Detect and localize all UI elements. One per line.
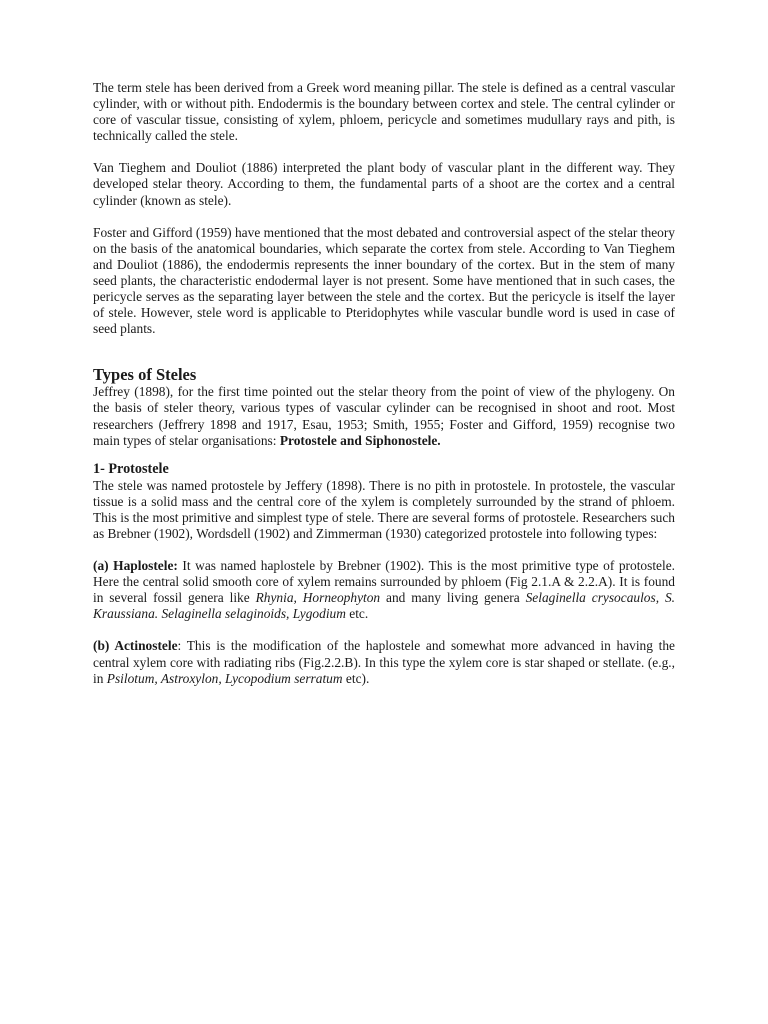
bold-text-run: (b) Actinostele (93, 638, 178, 654)
text-run: Jeffrey (1898), for the first time pointed out the stelar theory from the point of view of the phylogeny. On the basis of steler theory, various types of vascular cylinder can be recognised in shoot and root. Most researchers (Jeffrery 1898 and 1917, Esau, 1953; Smith, 1955; Foster and Gifford, 1959) recognise two main types of stelar organisations: (93, 384, 675, 448)
text-run: Foster and Gifford (1959) have mentioned that the most debated and controversial aspect of the stelar theory on the basis of the anatomical boundaries, which separate the cortex from stele. According to Van Tieghem and Douliot (1886), the endodermis represents the inner boundary of the cortex. But in the stem of many seed plants, the characteristic endodermal layer is not present. Some have mentioned that in such cases, the pericycle serves as the separating layer between the stele and the cortex. But the pericycle is itself the layer of stele. However, stele word is applicable to Pteridophytes while vascular bundle word is used in case of seed plants. (93, 224, 675, 337)
text-run: etc. (345, 606, 369, 622)
text-run: The term stele has been derived from a Greek word meaning pillar. The stele is defined as a central vascular cylinder, with or without pith. Endodermis is the boundary between cortex and stele. The central cylinder or core of vascular tissue, consisting of xylem, phloem, pericycle and sometimes mudullary rays and pith, is technically called the stele. (93, 80, 675, 144)
italic-text-run: Psilotum, Astroxylon, Lycopodium serratum (106, 670, 343, 686)
italic-text-run: Rhynia, Horneophyton (255, 590, 381, 606)
paragraph-types-of-steles (93, 384, 675, 448)
text-run: Van Tieghem and Douliot (1886) interpreted the plant body of vascular plant in the different way. They developed stelar theory. According to them, the fundamental parts of a shoot are the cortex and a central cylinder (known as stele). (93, 160, 675, 208)
italic-text-run: Selaginella crysocaulos, S. Kraussiana. Selaginella selaginoids, Lygodium (93, 590, 675, 622)
paragraph-stele-definition (93, 80, 675, 144)
heading-protostele: 1- Protostele (93, 460, 169, 477)
text-run: etc). (342, 670, 370, 686)
paragraph-van-tieghem (93, 160, 675, 208)
document-page (93, 80, 675, 687)
heading-types-of-steles: Types of Steles (93, 365, 197, 385)
bold-text-run: Protostele and Siphonostele. (279, 432, 441, 448)
bold-text-run: (a) Haplostele: (93, 558, 178, 574)
paragraph-haplostele (93, 558, 675, 622)
text-run: It was named haplostele by Brebner (1902). This is the most primitive type of protostele. Here the central solid smooth core of xylem remains surrounded by phloem (Fig 2.1.A & 2.2.A). It is found in several fossil genera like (93, 558, 675, 606)
paragraph-actinostele (93, 638, 675, 686)
text-run: : This is the modification of the haplostele and somewhat more advanced in having the central xylem core with radiating ribs (Fig.2.2.B). In this type the xylem core is star shaped or stellate. (e.g., in (93, 638, 676, 686)
paragraph-protostele-intro (93, 478, 675, 542)
text-run: and many living genera (380, 590, 526, 606)
text-run: The stele was named protostele by Jeffery (1898). There is no pith in protostele. In protostele, the vascular tissue is a solid mass and the central core of the xylem is completely surrounded by the strand of phloem. This is the most primitive and simplest type of stele. There are several forms of protostele. Researchers such as Brebner (1902), Wordsdell (1902) and Zimmerman (1930) categorized protostele into following types: (93, 477, 675, 541)
paragraph-foster-gifford (93, 225, 675, 338)
